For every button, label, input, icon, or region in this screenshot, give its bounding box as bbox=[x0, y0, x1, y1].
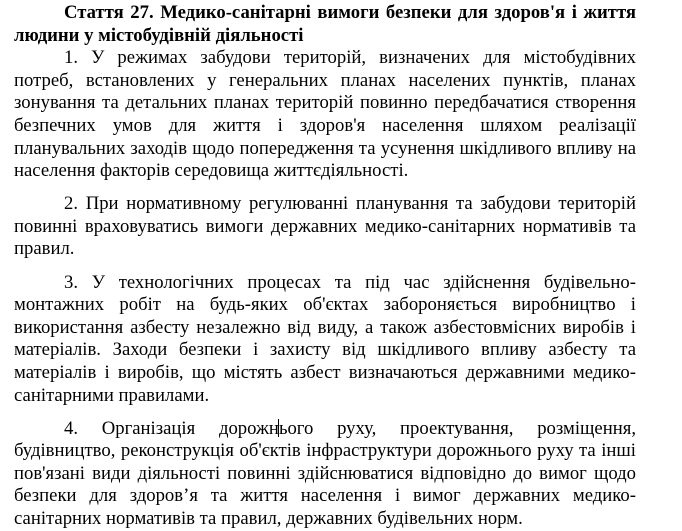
paragraph-1: 1. У режимах забудови територій, визначених для містобудівних потреб, встановлених у генеральних планах населених пунктів, планах зонування та детальних планах територій повинно передбачатися створення безпечних умов для життя і здоров'я населення шляхом реалізації планувальних заходів щодо попередження та усунення шкідливого впливу на населення факторів середовища життєдіяльності. bbox=[14, 47, 636, 182]
paragraph-2: 2. При нормативному регулюванні планування та забудови територій повинні враховуватись вимоги державних медико-санітарних нормативів та правил. bbox=[14, 193, 636, 260]
paragraph-4-text-start: 4. Організація дорожн bbox=[64, 417, 279, 439]
paragraph-4 bbox=[14, 418, 636, 531]
document-body bbox=[14, 2, 636, 531]
article-heading: Стаття 27. Медико-санітарні вимоги безпеки для здоров'я і життя людини у містобудівній діяльності bbox=[14, 2, 636, 46]
paragraph-3: 3. У технологічних процесах та під час здійснення будівельно-монтажних робіт на будь-яких об'єктах забороняється виробництво і використання азбесту незалежно від виду, а також азбестовмісних виробів і матеріалів. Заходи безпеки і захисту від шкідливого впливу азбесту та матеріалів і виробів, що містять азбест визначаються державними медико-санітарними правилами. bbox=[14, 271, 636, 406]
paragraph-4-text-end: ього руху, проектування, розміщення, будівництво, реконструкція об'єктів інфраструктури дорожнього руху та інші пов'язані види діяльності повинні здійснюватися відповідно до вимог щодо безпеки для здоров’я та життя населення і вимог державних медико-санітарних нормативів та правил, державних будівельних норм. bbox=[14, 417, 636, 529]
